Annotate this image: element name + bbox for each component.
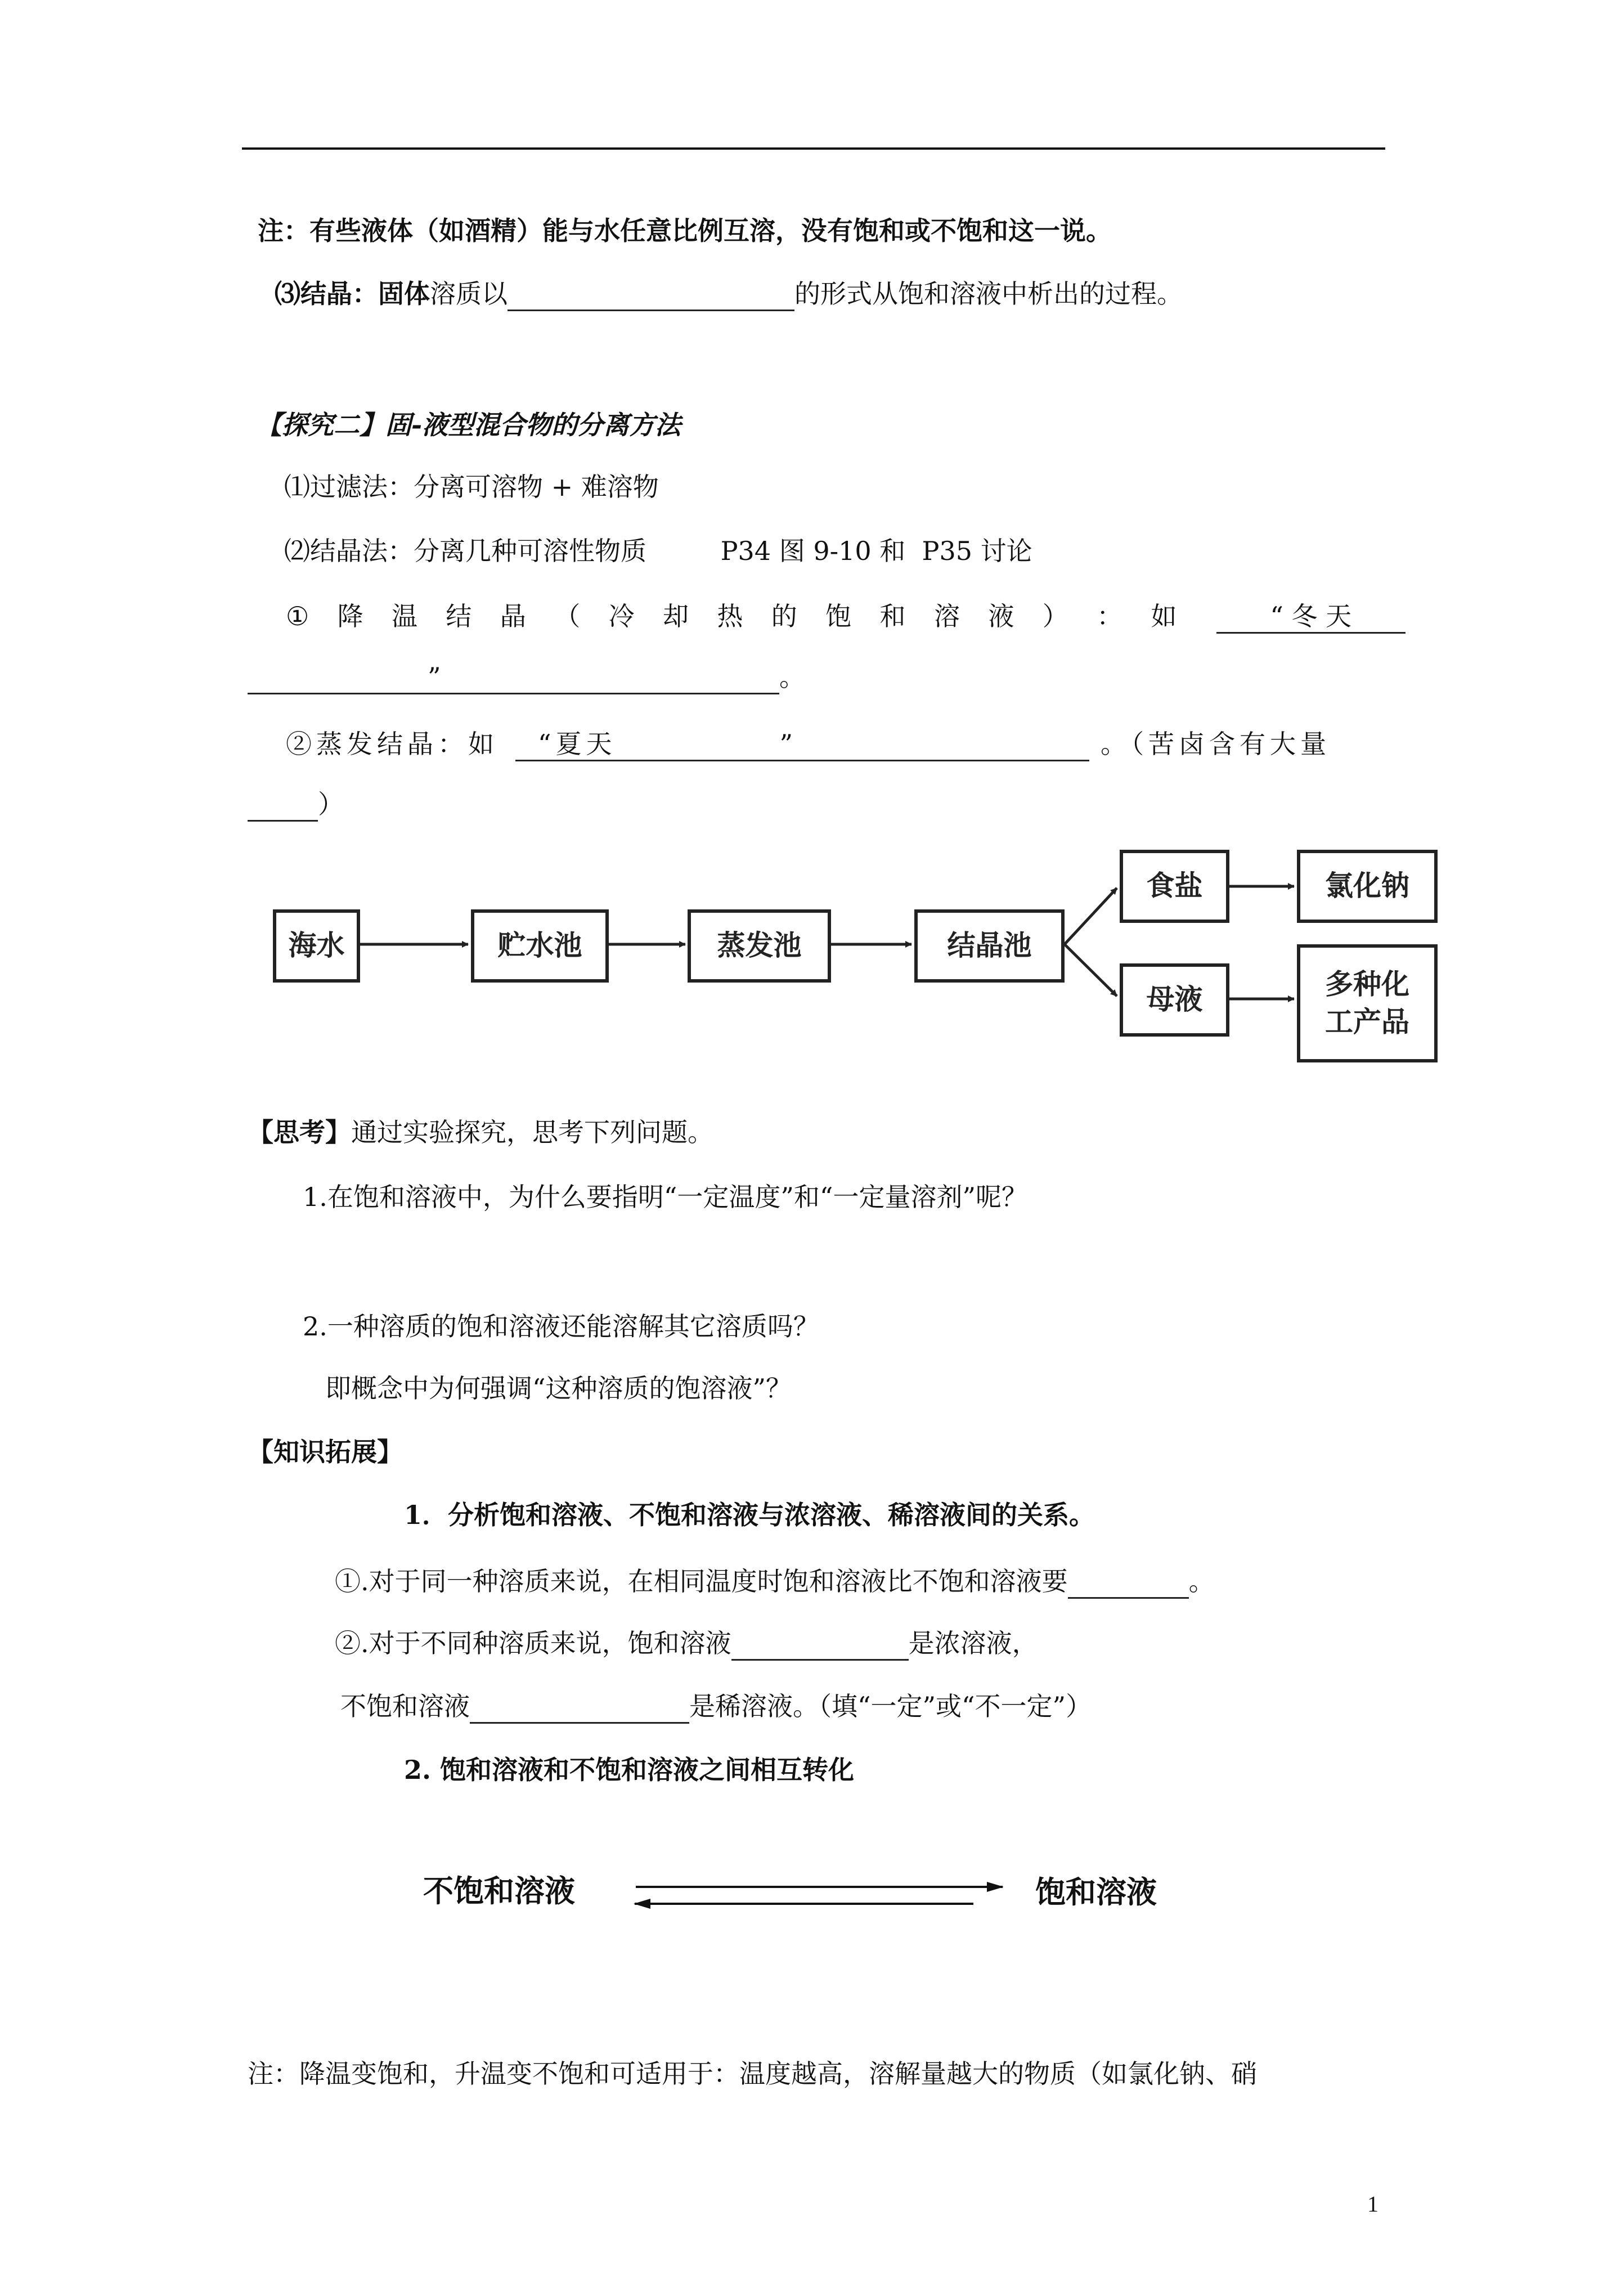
extend-point-1: 1．分析饱和溶液、不饱和溶液与浓溶液、稀溶液间的关系。 — [404, 1500, 1095, 1530]
cooling-char: 的 — [771, 601, 797, 631]
box-seawater: 海水 — [273, 909, 360, 983]
box-evaporation-pool: 蒸发池 — [688, 909, 831, 983]
box-crystallization-pool: 结晶池 — [914, 909, 1065, 983]
crystallization-method-item: ⑵结晶法：分离几种可溶性物质 P34 图 9-10 和 P35 讨论 — [284, 536, 1032, 566]
arrow-crystal-liquor — [1065, 944, 1117, 996]
cooling-continuation: ” 。 — [248, 662, 805, 694]
evap-blank-summer[interactable]: “夏天 ” — [515, 729, 1089, 761]
arrow-crystal-salt — [1065, 888, 1117, 944]
box-salt: 食盐 — [1120, 850, 1229, 923]
unsaturated-solution-label: 不饱和溶液 — [423, 1873, 575, 1909]
cooling-char: 结 — [446, 601, 472, 631]
think-question-2b: 即概念中为何强调“这种溶质的饱溶液”？ — [325, 1373, 792, 1403]
crystallize-post: 的形式从饱和溶液中析出的过程。 — [794, 279, 1183, 309]
explore2-heading: 【探究二】固-液型混合物的分离方法 — [256, 410, 681, 440]
cooling-char: 液 — [988, 601, 1014, 631]
filtration-item: ⑴过滤法：分离可溶物 + 难溶物 — [284, 472, 659, 502]
cooling-char: ： — [1097, 601, 1123, 631]
cooling-char: 和 — [879, 601, 906, 631]
box-sodium-chloride: 氯化钠 — [1297, 850, 1438, 923]
box-chemical-products — [1297, 944, 1438, 1062]
crystallize-mid: 以 — [482, 279, 508, 309]
cooling-blank-winter[interactable]: “ 冬 天 — [1216, 601, 1406, 634]
extend-heading: 【知识拓展】 — [248, 1437, 403, 1467]
box-mother-liquor: 母液 — [1120, 963, 1229, 1037]
cooling-char: ） — [1042, 601, 1068, 631]
cooling-char: 冷 — [608, 601, 635, 631]
cooling-char: 溶 — [933, 601, 960, 631]
page-number: 1 — [1367, 2191, 1378, 2217]
evap-pre: ②蒸发结晶：如 — [286, 729, 499, 759]
evap-brine-line: ） — [248, 789, 344, 822]
products-line1: 多种化 — [1325, 967, 1409, 1001]
extend-statement-2: ②.对于不同种溶质来说，饱和溶液 是浓溶液， — [335, 1628, 1038, 1661]
crystallize-pre: 溶质 — [430, 279, 482, 309]
think-heading: 【思考】 — [248, 1117, 351, 1147]
note-temperature: 注：降温变饱和，升温变不饱和可适用于：温度越高，溶解量越大的物质（如氯化钠、硝 — [248, 2059, 1257, 2089]
extend-statement-3: 不饱和溶液 是稀溶液。（填“一定”或“不一定”） — [340, 1691, 1092, 1724]
cooling-char: ① — [286, 601, 309, 631]
cooling-blank-continue[interactable]: ” — [248, 662, 779, 694]
products-line2: 工产品 — [1325, 1006, 1409, 1038]
cooling-char: 晶 — [500, 601, 526, 631]
box-storage-pool: 贮水池 — [471, 909, 609, 983]
blank-saturated-concentrated[interactable] — [731, 1628, 909, 1661]
cooling-char: 热 — [717, 601, 743, 631]
cooling-char: 却 — [662, 601, 689, 631]
extend-point-2: 2. 饱和溶液和不饱和溶液之间相互转化 — [404, 1755, 855, 1785]
evap-post: 。（苦卤含有大量 — [1101, 729, 1331, 759]
crystallize-bold: 固体 — [378, 279, 430, 309]
cooling-char: 饱 — [825, 601, 852, 631]
think-question-1: 1.在饱和溶液中，为什么要指明“一定温度”和“一定量溶剂”呢？ — [303, 1182, 1027, 1212]
cooling-char: 降 — [337, 601, 363, 631]
cooling-char: （ — [554, 601, 581, 631]
saturated-solution-label: 饱和溶液 — [1035, 1875, 1157, 1910]
extend-statement-1: ①.对于同一种溶质来说，在相同温度时饱和溶液比不饱和溶液要 。 — [335, 1566, 1215, 1599]
cooling-char: 温 — [392, 601, 418, 631]
crystallize-label: ⑶结晶： — [275, 279, 378, 309]
think-intro: 通过实验探究，思考下列问题。 — [351, 1117, 713, 1147]
note-liquid-miscible: 注：有些液体（如酒精）能与水任意比例互溶，没有饱和或不饱和这一说。 — [258, 216, 1112, 246]
cooling-char: 如 — [1151, 601, 1177, 631]
blank-same-solute[interactable] — [1068, 1566, 1189, 1599]
blank-unsaturated-dilute[interactable] — [470, 1691, 689, 1724]
think-line — [248, 1117, 713, 1148]
think-question-2: 2.一种溶质的饱和溶液还能溶解其它溶质吗？ — [303, 1311, 819, 1342]
